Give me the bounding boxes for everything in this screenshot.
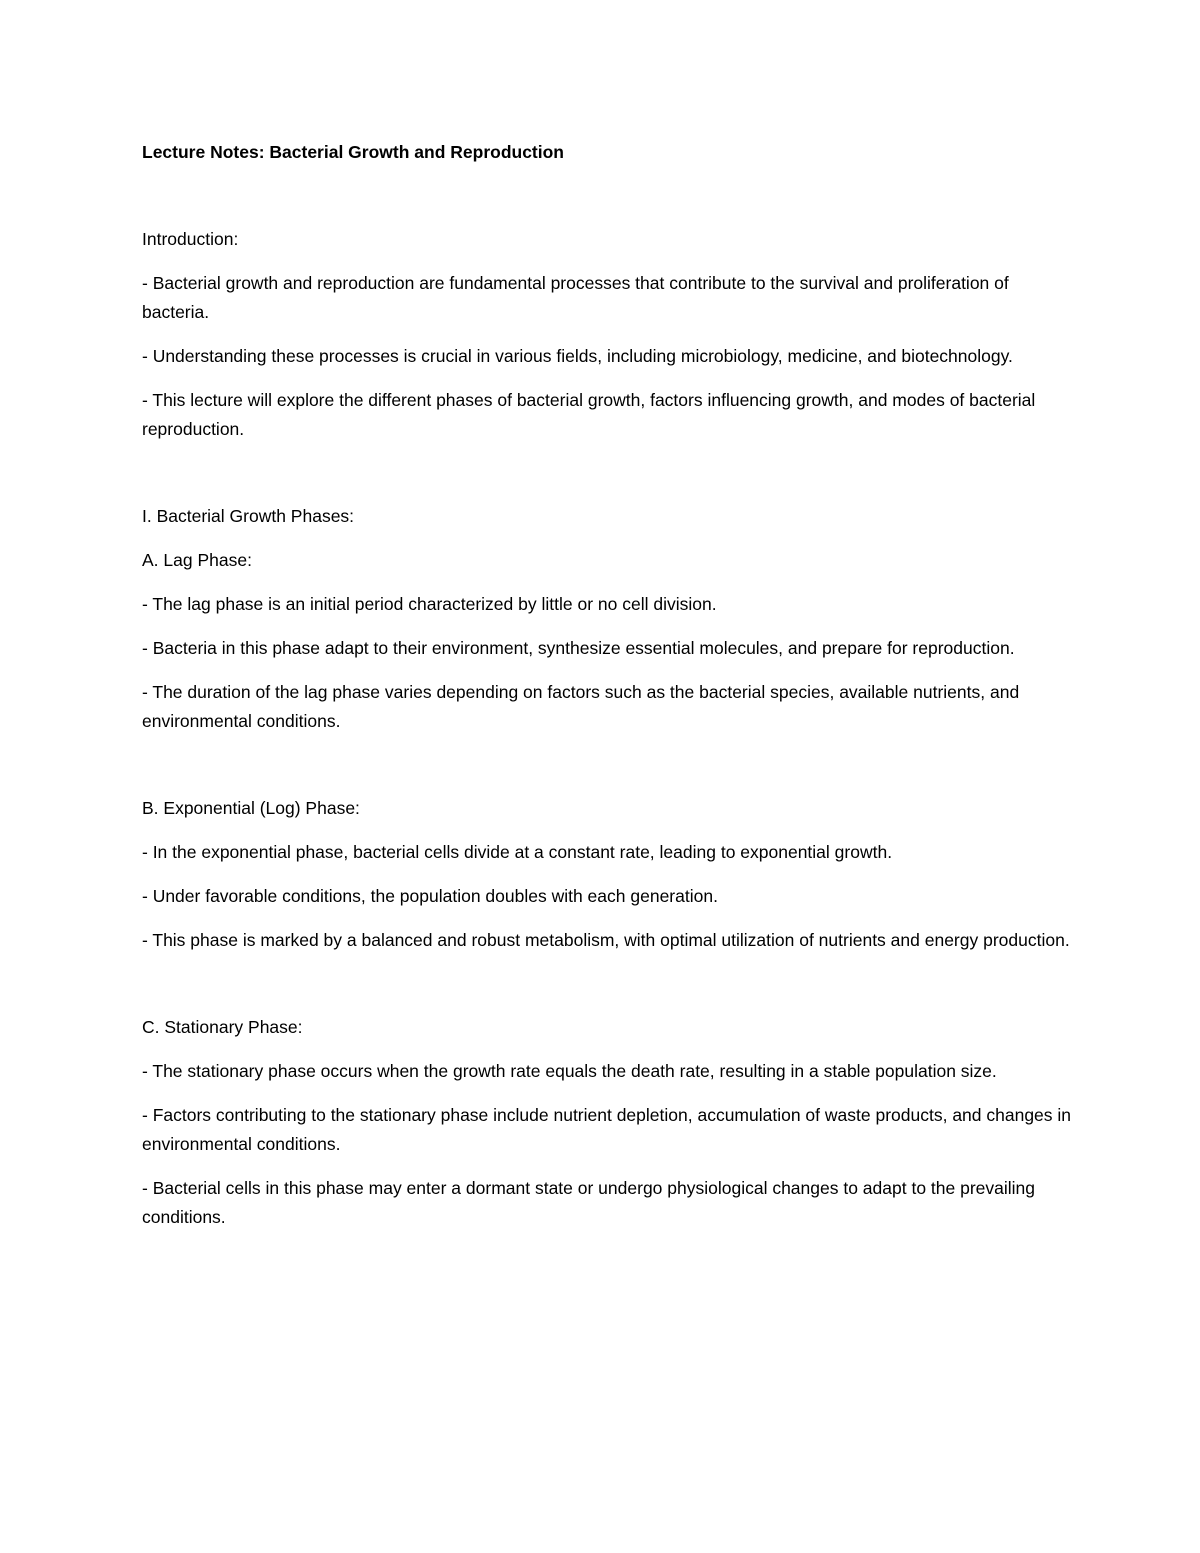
spacer	[142, 459, 1072, 502]
spacer	[142, 751, 1072, 794]
lag-bullet-2: - Bacteria in this phase adapt to their environment, synthesize essential molecules, and prepare for reproduction.	[142, 638, 1015, 658]
intro-bullet-3: - This lecture will explore the different phases of bacterial growth, factors influencing growth, and modes of bacterial reproduction.	[142, 390, 1036, 439]
lag-phase-heading: A. Lag Phase:	[142, 550, 252, 570]
intro-bullet-1: - Bacterial growth and reproduction are fundamental processes that contribute to the survival and proliferation of bacteria.	[142, 273, 1009, 322]
stationary-bullet-3: - Bacterial cells in this phase may enter a dormant state or undergo physiological changes to adapt to the prevailing conditions.	[142, 1178, 1036, 1227]
document-title: Lecture Notes: Bacterial Growth and Reproduction	[142, 142, 564, 162]
stationary-bullet-2: - Factors contributing to the stationary phase include nutrient depletion, accumulation of waste products, and changes in environmental conditions.	[142, 1105, 1072, 1154]
stationary-phase-heading: C. Stationary Phase:	[142, 1017, 303, 1037]
log-phase-heading: B. Exponential (Log) Phase:	[142, 798, 360, 818]
section-heading-growth-phases: I. Bacterial Growth Phases:	[142, 506, 355, 526]
intro-bullet-2: - Understanding these processes is crucial in various fields, including microbiology, medicine, and biotechnology.	[142, 346, 1013, 366]
log-bullet-1: - In the exponential phase, bacterial cells divide at a constant rate, leading to exponential growth.	[142, 842, 893, 862]
intro-heading: Introduction:	[142, 229, 239, 249]
spacer	[142, 970, 1072, 1013]
lag-bullet-1: - The lag phase is an initial period characterized by little or no cell division.	[142, 594, 717, 614]
log-bullet-3: - This phase is marked by a balanced and robust metabolism, with optimal utilization of nutrients and energy production.	[142, 930, 1070, 950]
document-page	[142, 138, 1072, 1247]
log-bullet-2: - Under favorable conditions, the population doubles with each generation.	[142, 886, 718, 906]
stationary-bullet-1: - The stationary phase occurs when the growth rate equals the death rate, resulting in a stable population size.	[142, 1061, 997, 1081]
lag-bullet-3: - The duration of the lag phase varies depending on factors such as the bacterial species, available nutrients, and environmental conditions.	[142, 682, 1020, 731]
